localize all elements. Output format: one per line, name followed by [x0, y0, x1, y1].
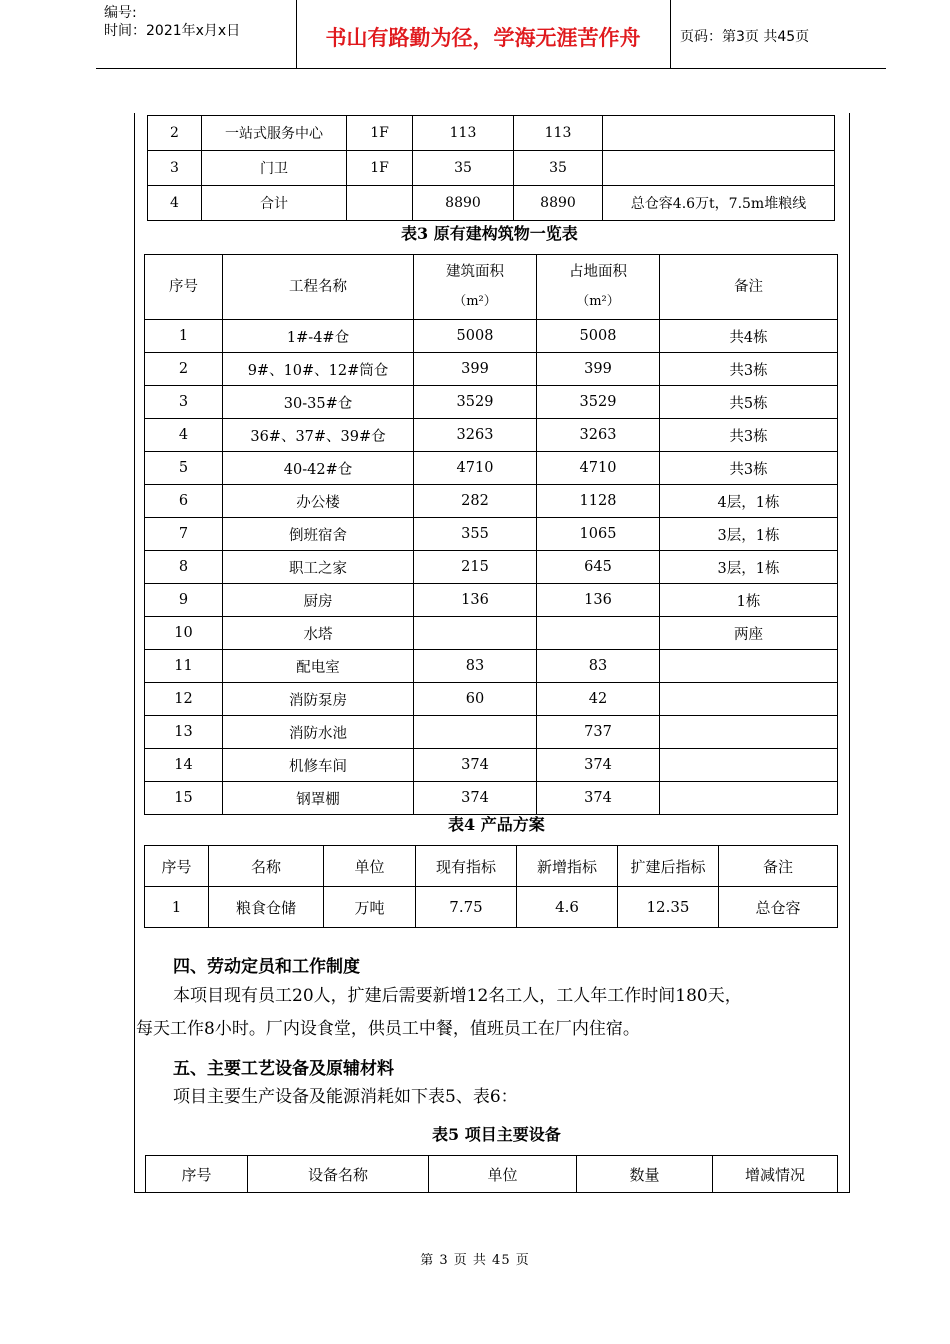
table-cell: 倒班宿舍 [223, 518, 414, 551]
table-cell: 钢罩棚 [223, 782, 414, 815]
table-cell: 12.35 [618, 887, 719, 928]
table-cell: 门卫 [202, 151, 347, 186]
table-cell: 1 [145, 887, 209, 928]
table-row [145, 386, 838, 419]
table-cell: 11 [145, 650, 223, 683]
table-cell: 消防泵房 [223, 683, 414, 716]
table-cell: 36#、37#、39#仓 [223, 419, 414, 452]
table-cell: 113 [413, 116, 514, 151]
table-cell: 113 [514, 116, 603, 151]
table-cell: 645 [537, 551, 660, 584]
table-cell: 3层，1栋 [660, 551, 838, 584]
table-row [145, 716, 838, 749]
table-row [145, 452, 838, 485]
table-row [145, 353, 838, 386]
table3-caption: 表3 原有建构筑物一览表 [401, 224, 578, 243]
table-cell: 厨房 [223, 584, 414, 617]
table-header-row [145, 255, 838, 320]
table-cell: 355 [414, 518, 537, 551]
table-cell: 1F [347, 116, 413, 151]
header-motto: 书山有路勤为径，学海无涯苦作舟 [325, 26, 641, 50]
table-cell: 136 [414, 584, 537, 617]
table-row [145, 650, 838, 683]
table-header-row [145, 846, 838, 887]
table-cell: 4 [145, 419, 223, 452]
table-cell: 1065 [537, 518, 660, 551]
table-cell: 1 [145, 320, 223, 353]
table-cell [660, 782, 838, 815]
table-cell: 374 [414, 749, 537, 782]
table-row [145, 749, 838, 782]
serial-label: 编号: [104, 5, 137, 21]
table-header-row [146, 1156, 838, 1193]
header-cell: 设备名称 [248, 1156, 429, 1193]
section4-para-line2: 每天工作8小时。厂内设食堂，供员工中餐，值班员工在厂内住宿。 [136, 1019, 640, 1039]
table-cell: 配电室 [223, 650, 414, 683]
table-continued [147, 115, 835, 221]
page-footer: 第 3 页 共 45 页 [420, 1253, 530, 1268]
table-cell: 消防水池 [223, 716, 414, 749]
header-cell: 备注 [660, 255, 838, 320]
table-cell: 共3栋 [660, 452, 838, 485]
table-row [145, 887, 838, 928]
table-cell: 42 [537, 683, 660, 716]
header-cell [537, 255, 660, 320]
table-cell: 13 [145, 716, 223, 749]
table-cell: 5008 [414, 320, 537, 353]
table-cell: 399 [537, 353, 660, 386]
header-divider [670, 0, 671, 68]
table-cell: 374 [537, 749, 660, 782]
table-cell: 一站式服务中心 [202, 116, 347, 151]
table4 [144, 845, 838, 928]
header-cell-line: 占地面积 [569, 264, 627, 280]
header-page-info: 页码：第3页 共45页 [680, 29, 810, 45]
table-cell: 10 [145, 617, 223, 650]
table-cell [414, 617, 537, 650]
table-cell: 5008 [537, 320, 660, 353]
table-cell: 4层，1栋 [660, 485, 838, 518]
table3 [144, 254, 838, 815]
section4-heading: 四、劳动定员和工作制度 [173, 957, 360, 977]
table-cell: 9 [145, 584, 223, 617]
table-cell: 粮食仓储 [209, 887, 324, 928]
table-cell: 水塔 [223, 617, 414, 650]
table-cell: 4.6 [517, 887, 618, 928]
table-cell: 共3栋 [660, 353, 838, 386]
table-cell [603, 151, 835, 186]
table-cell: 共4栋 [660, 320, 838, 353]
table-cell: 机修车间 [223, 749, 414, 782]
table-cell: 136 [537, 584, 660, 617]
table-cell: 4710 [414, 452, 537, 485]
table-row [145, 584, 838, 617]
header-cell: 单位 [429, 1156, 577, 1193]
table-cell: 4 [148, 186, 202, 221]
table-row [145, 782, 838, 815]
table-cell: 9#、10#、12#筒仓 [223, 353, 414, 386]
table-cell: 12 [145, 683, 223, 716]
table-cell: 两座 [660, 617, 838, 650]
table-row [145, 320, 838, 353]
table4-caption: 表4 产品方案 [448, 815, 545, 834]
table-cell: 7.75 [416, 887, 517, 928]
header-cell: 序号 [145, 846, 209, 887]
table-row [148, 116, 835, 151]
header-cell: 单位 [324, 846, 416, 887]
page-header [96, 0, 886, 69]
table-row [145, 617, 838, 650]
header-cell: 扩建后指标 [618, 846, 719, 887]
header-cell [414, 255, 537, 320]
header-cell-unit: （m²） [453, 294, 497, 309]
table-row [148, 186, 835, 221]
table-cell: 1F [347, 151, 413, 186]
header-cell-line: 建筑面积 [446, 264, 504, 280]
header-cell: 新增指标 [517, 846, 618, 887]
table-cell [414, 716, 537, 749]
header-cell: 序号 [145, 255, 223, 320]
table-cell [660, 716, 838, 749]
table-cell: 4710 [537, 452, 660, 485]
table-cell: 737 [537, 716, 660, 749]
table-cell [660, 749, 838, 782]
header-cell: 序号 [146, 1156, 248, 1193]
table-row [145, 551, 838, 584]
table-cell [660, 650, 838, 683]
table-cell: 总仓容4.6万t，7.5m堆粮线 [603, 186, 835, 221]
date-label: 时间：2021年x月x日 [104, 23, 241, 39]
table-cell: 3263 [414, 419, 537, 452]
table-cell: 职工之家 [223, 551, 414, 584]
header-cell-unit: （m²） [576, 294, 620, 309]
table-cell: 6 [145, 485, 223, 518]
table-cell: 1栋 [660, 584, 838, 617]
table-cell: 3 [148, 151, 202, 186]
table-cell: 共5栋 [660, 386, 838, 419]
table-cell: 8 [145, 551, 223, 584]
table-cell: 30-35#仓 [223, 386, 414, 419]
table-cell: 共3栋 [660, 419, 838, 452]
table-cell [603, 116, 835, 151]
table-row [145, 683, 838, 716]
header-cell: 数量 [577, 1156, 713, 1193]
section4-para-line1: 本项目现有员工20人，扩建后需要新增12名工人，工人年工作时间180天， [173, 986, 742, 1006]
table-cell: 1128 [537, 485, 660, 518]
table-cell: 83 [414, 650, 537, 683]
table-cell: 2 [148, 116, 202, 151]
table-cell: 5 [145, 452, 223, 485]
table-cell [537, 617, 660, 650]
table-cell: 15 [145, 782, 223, 815]
table-cell: 35 [514, 151, 603, 186]
header-cell: 现有指标 [416, 846, 517, 887]
table-cell: 合计 [202, 186, 347, 221]
header-cell: 备注 [719, 846, 838, 887]
table-row [145, 485, 838, 518]
table-cell: 7 [145, 518, 223, 551]
table-cell: 办公楼 [223, 485, 414, 518]
table-cell: 3263 [537, 419, 660, 452]
section5-para: 项目主要生产设备及能源消耗如下表5、表6： [173, 1087, 518, 1107]
table-cell: 万吨 [324, 887, 416, 928]
table-cell: 399 [414, 353, 537, 386]
table-cell: 215 [414, 551, 537, 584]
table-cell: 3层，1栋 [660, 518, 838, 551]
table-cell: 374 [414, 782, 537, 815]
table-cell: 14 [145, 749, 223, 782]
table-cell: 374 [537, 782, 660, 815]
table-cell: 35 [413, 151, 514, 186]
table-cell: 40-42#仓 [223, 452, 414, 485]
table5 [145, 1155, 838, 1192]
header-meta [104, 4, 240, 40]
table-cell [347, 186, 413, 221]
table-cell: 83 [537, 650, 660, 683]
table-cell: 8890 [413, 186, 514, 221]
table-cell: 3529 [537, 386, 660, 419]
table-cell: 282 [414, 485, 537, 518]
section5-heading: 五、主要工艺设备及原辅材料 [173, 1059, 394, 1079]
table-row [145, 518, 838, 551]
header-cell: 工程名称 [223, 255, 414, 320]
table-cell: 2 [145, 353, 223, 386]
table-cell: 3 [145, 386, 223, 419]
table-cell: 总仓容 [719, 887, 838, 928]
table-cell: 1#-4#仓 [223, 320, 414, 353]
table-cell: 60 [414, 683, 537, 716]
table-cell [660, 683, 838, 716]
table-row [148, 151, 835, 186]
header-cell: 增减情况 [713, 1156, 838, 1193]
table-row [145, 419, 838, 452]
table5-caption: 表5 项目主要设备 [432, 1125, 561, 1144]
table-cell: 8890 [514, 186, 603, 221]
header-cell: 名称 [209, 846, 324, 887]
table-cell: 3529 [414, 386, 537, 419]
